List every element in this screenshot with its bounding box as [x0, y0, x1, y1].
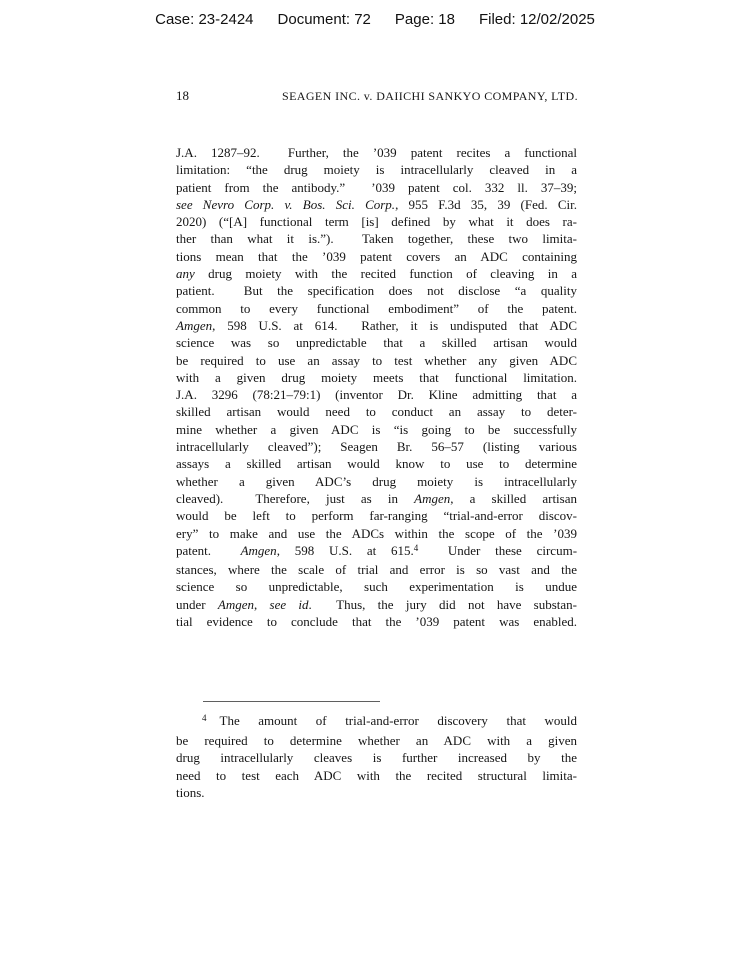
- text-segment: cleaved). Therefore, just as in: [176, 490, 415, 506]
- stamp-document: Document: 72: [277, 11, 371, 28]
- text-segment: skilled artisan would need to conduct an assay to deter-: [176, 404, 577, 420]
- text-line: [176, 161, 577, 178]
- text-line: [176, 265, 577, 282]
- text-line: [176, 490, 577, 507]
- text-line: [176, 352, 577, 369]
- text-segment: would be left to perform far-ranging “trial-and-error discov-: [176, 508, 577, 524]
- text-segment: be required to use an assay to test whether any given ADC: [176, 352, 577, 368]
- text-segment: stances, where the scale of trial and error is so vast and the: [176, 562, 577, 578]
- text-segment: , 955 F.3d 35, 39 (Fed. Cir.: [395, 196, 577, 212]
- text-segment: intracellularly cleaved”); Seagen Br. 56–57 (listing various: [176, 439, 577, 455]
- text-segment: J.A. 1287–92. Further, the ’039 patent recites a functional: [176, 145, 577, 160]
- text-segment: Amgen: [176, 317, 213, 333]
- text-line: [176, 317, 577, 334]
- stamp-filed: Filed: 12/02/2025: [478, 11, 595, 28]
- text-line: [176, 561, 577, 578]
- stamp-page: Page: 18: [394, 11, 455, 28]
- text-line: [176, 248, 577, 265]
- text-line: [176, 369, 577, 386]
- footnote-line: [176, 712, 577, 732]
- text-line: [176, 403, 577, 420]
- stamp-header: [0, 11, 750, 29]
- page-number: 18: [176, 88, 189, 103]
- text-segment: drug intracellularly cleaves is further increased by the: [176, 750, 577, 766]
- text-segment: assays a skilled artisan would know to use to determine: [176, 456, 577, 472]
- text-segment: , a skilled artisan: [450, 490, 578, 506]
- text-line: [176, 596, 577, 613]
- text-segment: ,: [254, 596, 270, 612]
- text-line: [176, 213, 577, 230]
- text-segment: patient from the antibody.” ’039 patent col. 332 ll. 37–39;: [176, 179, 577, 195]
- footnote: [176, 712, 577, 802]
- text-segment: 2020) (“[A] functional term [is] defined by what it does ra-: [176, 214, 577, 230]
- text-line: [176, 421, 577, 438]
- text-segment: J.A. 3296 (78:21–79:1) (inventor Dr. Kline admitting that a: [176, 387, 577, 403]
- text-line: [176, 144, 577, 161]
- text-line: [176, 179, 577, 196]
- footnote-separator: [203, 701, 380, 702]
- footnote-marker: 4: [413, 542, 419, 553]
- text-segment: , 598 U.S. at 615.: [276, 542, 414, 558]
- text-segment: ery” to make and use the ADCs within the scope of the ’039: [176, 525, 577, 541]
- text-segment: with a given drug moiety meets that functional limitation.: [176, 369, 577, 385]
- text-line: [176, 386, 577, 403]
- text-segment: science was so unpredictable that a skilled artisan would: [176, 335, 577, 351]
- page-header: [0, 88, 750, 106]
- case-caption: SEAGEN INC. v. DAIICHI SANKYO COMPANY, LTD.: [282, 89, 579, 103]
- text-line: [176, 578, 577, 595]
- text-line: [176, 613, 577, 630]
- text-segment: patent.: [176, 542, 241, 558]
- text-line: [176, 438, 577, 455]
- text-line: [176, 300, 577, 317]
- stamp-case: Case: 23-2424: [155, 11, 254, 28]
- text-segment: science so unpredictable, such experimentation is undue: [176, 579, 577, 595]
- footnote-line: [176, 767, 577, 785]
- text-segment: Amgen: [240, 542, 277, 558]
- footnote-line: [176, 784, 577, 802]
- text-segment: tions mean that the ’039 patent covers an ADC containing: [176, 248, 577, 264]
- footnote-line: [176, 732, 577, 750]
- text-segment: mine whether a given ADC is “is going to be successfully: [176, 421, 577, 437]
- text-segment: tions.: [176, 785, 205, 801]
- text-line: [176, 196, 577, 213]
- text-line: [176, 507, 577, 524]
- text-segment: need to test each ADC with the recited structural limita-: [176, 767, 577, 783]
- text-segment: Amgen: [217, 596, 254, 612]
- text-line: [176, 230, 577, 247]
- text-segment: under: [176, 596, 218, 612]
- text-line: [176, 334, 577, 351]
- text-line: [176, 455, 577, 472]
- text-segment: see id: [269, 596, 309, 612]
- body-text: [176, 144, 577, 630]
- text-line: [176, 473, 577, 490]
- text-segment: patient. But the specification does not disclose “a quality: [176, 283, 577, 299]
- text-segment: Amgen: [414, 490, 451, 506]
- text-line: [176, 525, 577, 542]
- text-segment: whether a given ADC’s drug moiety is intracellularly: [176, 473, 577, 489]
- text-segment: limitation: “the drug moiety is intracellularly cleaved in a: [176, 162, 577, 178]
- text-segment: see Nevro Corp. v. Bos. Sci. Corp.: [176, 196, 396, 212]
- text-segment: ther than what it is.”). Taken together, these two limita-: [176, 231, 577, 247]
- text-line: [176, 282, 577, 299]
- text-segment: . Thus, the jury did not have substan-: [308, 596, 578, 612]
- footnote-line: [176, 749, 577, 767]
- text-segment: be required to determine whether an ADC with a given: [176, 732, 577, 748]
- text-segment: any: [176, 266, 195, 282]
- text-segment: The amount of trial-and-error discovery that would: [219, 713, 577, 728]
- text-segment: drug moiety with the recited function of cleaving in a: [194, 266, 577, 282]
- text-segment: common to every functional embodiment” of the patent.: [176, 300, 577, 316]
- text-segment: , 598 U.S. at 614. Rather, it is undisputed that ADC: [212, 317, 577, 333]
- text-segment: tial evidence to conclude that the ’039 patent was enabled.: [176, 614, 577, 630]
- text-segment: Under these circum-: [418, 542, 578, 558]
- text-line: [176, 542, 577, 561]
- footnote-marker: 4: [202, 713, 207, 723]
